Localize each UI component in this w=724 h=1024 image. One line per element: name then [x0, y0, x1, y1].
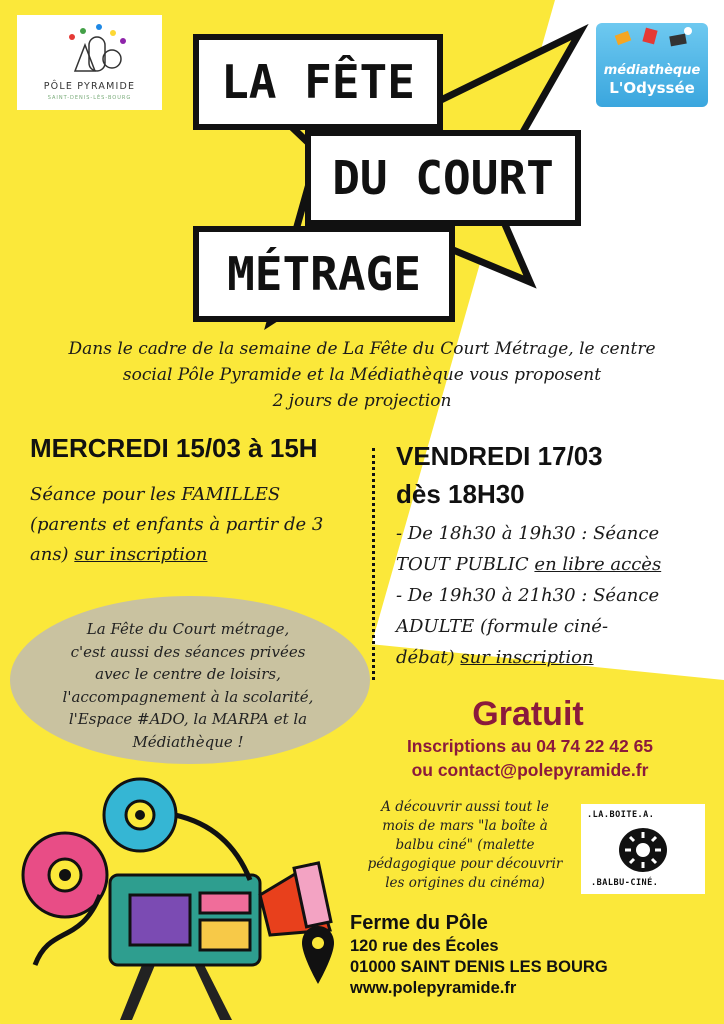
dotted-divider — [372, 448, 375, 680]
vendredi-s2-line2: ADULTE (formule ciné- — [396, 616, 609, 637]
map-pin-icon — [300, 924, 336, 988]
boite-logo-top: .LA.BOITE.A. — [587, 810, 655, 820]
gratuit-heading: Gratuit — [472, 695, 584, 733]
vendredi-details — [396, 518, 716, 673]
logo-left-sub: SAINT-DENIS-LÈS-BOURG — [47, 95, 132, 101]
title-line3-text: MÉTRAGE — [227, 247, 421, 301]
address-street: 120 rue des Écoles — [350, 937, 499, 955]
mercredi-inscription-link[interactable]: sur inscription — [74, 544, 208, 565]
inscriptions-phone[interactable]: Inscriptions au 04 74 22 42 65 — [406, 736, 654, 756]
discover-line: les origines du cinéma) — [385, 875, 545, 891]
intro-line3: 2 jours de projection — [272, 391, 452, 411]
intro-line2: social Pôle Pyramide et la Médiathèque vous proposent — [122, 365, 602, 385]
title-line2 — [305, 130, 581, 226]
vendredi-inscription-link[interactable]: sur inscription — [460, 647, 594, 668]
intro-line1: Dans le cadre de la semaine de La Fête du Court Métrage, le centre — [68, 339, 656, 359]
mercredi-line3-pre: ans) — [30, 544, 75, 565]
vendredi-title2: dès 18H30 — [396, 479, 525, 509]
vendredi-s2-line3 — [396, 642, 716, 673]
vendredi-s1-line2-pre: TOUT PUBLIC — [396, 554, 535, 575]
title-line3 — [193, 226, 455, 322]
mercredi-title: MERCREDI 15/03 à 15H — [30, 433, 318, 463]
discover-line: A découvrir aussi tout le — [381, 799, 549, 815]
vendredi-s1-line2 — [396, 549, 716, 580]
vendredi-title — [396, 437, 716, 513]
discover-line: pédagogique pour découvrir — [367, 856, 563, 872]
mercredi-line2: (parents et enfants à partir de 3 — [30, 514, 324, 535]
discover-line: mois de mars "la boîte à — [382, 818, 548, 834]
title-line1 — [193, 34, 443, 130]
ellipse-line: c'est aussi des séances privées — [70, 642, 306, 661]
boite-balbu-cine-logo — [581, 804, 705, 894]
inscriptions-email[interactable]: ou contact@polepyramide.fr — [411, 760, 649, 780]
ellipse-line: l'Espace #ADO, la MARPA et la — [68, 710, 308, 728]
vendredi-s2-line1: - De 19h30 à 21h30 : Séance — [396, 585, 660, 606]
mercredi-details — [30, 480, 375, 570]
mercredi-line1: Séance pour les FAMILLES — [30, 484, 281, 505]
ellipse-text — [28, 618, 348, 753]
discover-line: balbu ciné" (malette — [395, 837, 535, 853]
ellipse-line: avec le centre de loisirs, — [95, 665, 281, 683]
address-city: 01000 SAINT DENIS LES BOURG — [350, 958, 608, 976]
vendredi-title1: VENDREDI 17/03 — [396, 441, 603, 471]
inscriptions-info — [340, 734, 720, 782]
intro-text — [20, 336, 704, 414]
ellipse-line: La Fête du Court métrage, — [86, 620, 290, 638]
ellipse-line: Médiathèque ! — [132, 732, 244, 751]
address-website-link[interactable]: www.polepyramide.fr — [350, 979, 517, 997]
mercredi-line3 — [30, 540, 375, 570]
logo-left-name: PÔLE PYRAMIDE — [43, 81, 136, 92]
address-block — [350, 910, 710, 999]
vendredi-s1-line1: - De 18h30 à 19h30 : Séance — [396, 523, 660, 544]
ellipse-line: l'accompagnement à la scolarité, — [62, 687, 314, 706]
address-place: Ferme du Pôle — [350, 912, 488, 934]
title-line1-text: LA FÊTE — [221, 55, 415, 109]
boite-logo-bottom: .BALBU-CINÉ. — [591, 878, 659, 888]
discover-text — [355, 798, 575, 893]
eye-icon — [615, 824, 671, 876]
pole-pyramide-logo — [17, 15, 162, 110]
mediatheque-odyssee-logo — [596, 23, 708, 107]
film-camera-icon — [10, 775, 340, 1020]
vendredi-s2-line3-pre: débat) — [396, 647, 461, 668]
logo-right-line2: L'Odyssée — [609, 79, 695, 97]
logo-right-line1: médiathèque — [603, 63, 701, 78]
title-line2-text: DU COURT — [332, 151, 554, 205]
vendredi-libre-acces-link[interactable]: en libre accès — [534, 554, 662, 575]
